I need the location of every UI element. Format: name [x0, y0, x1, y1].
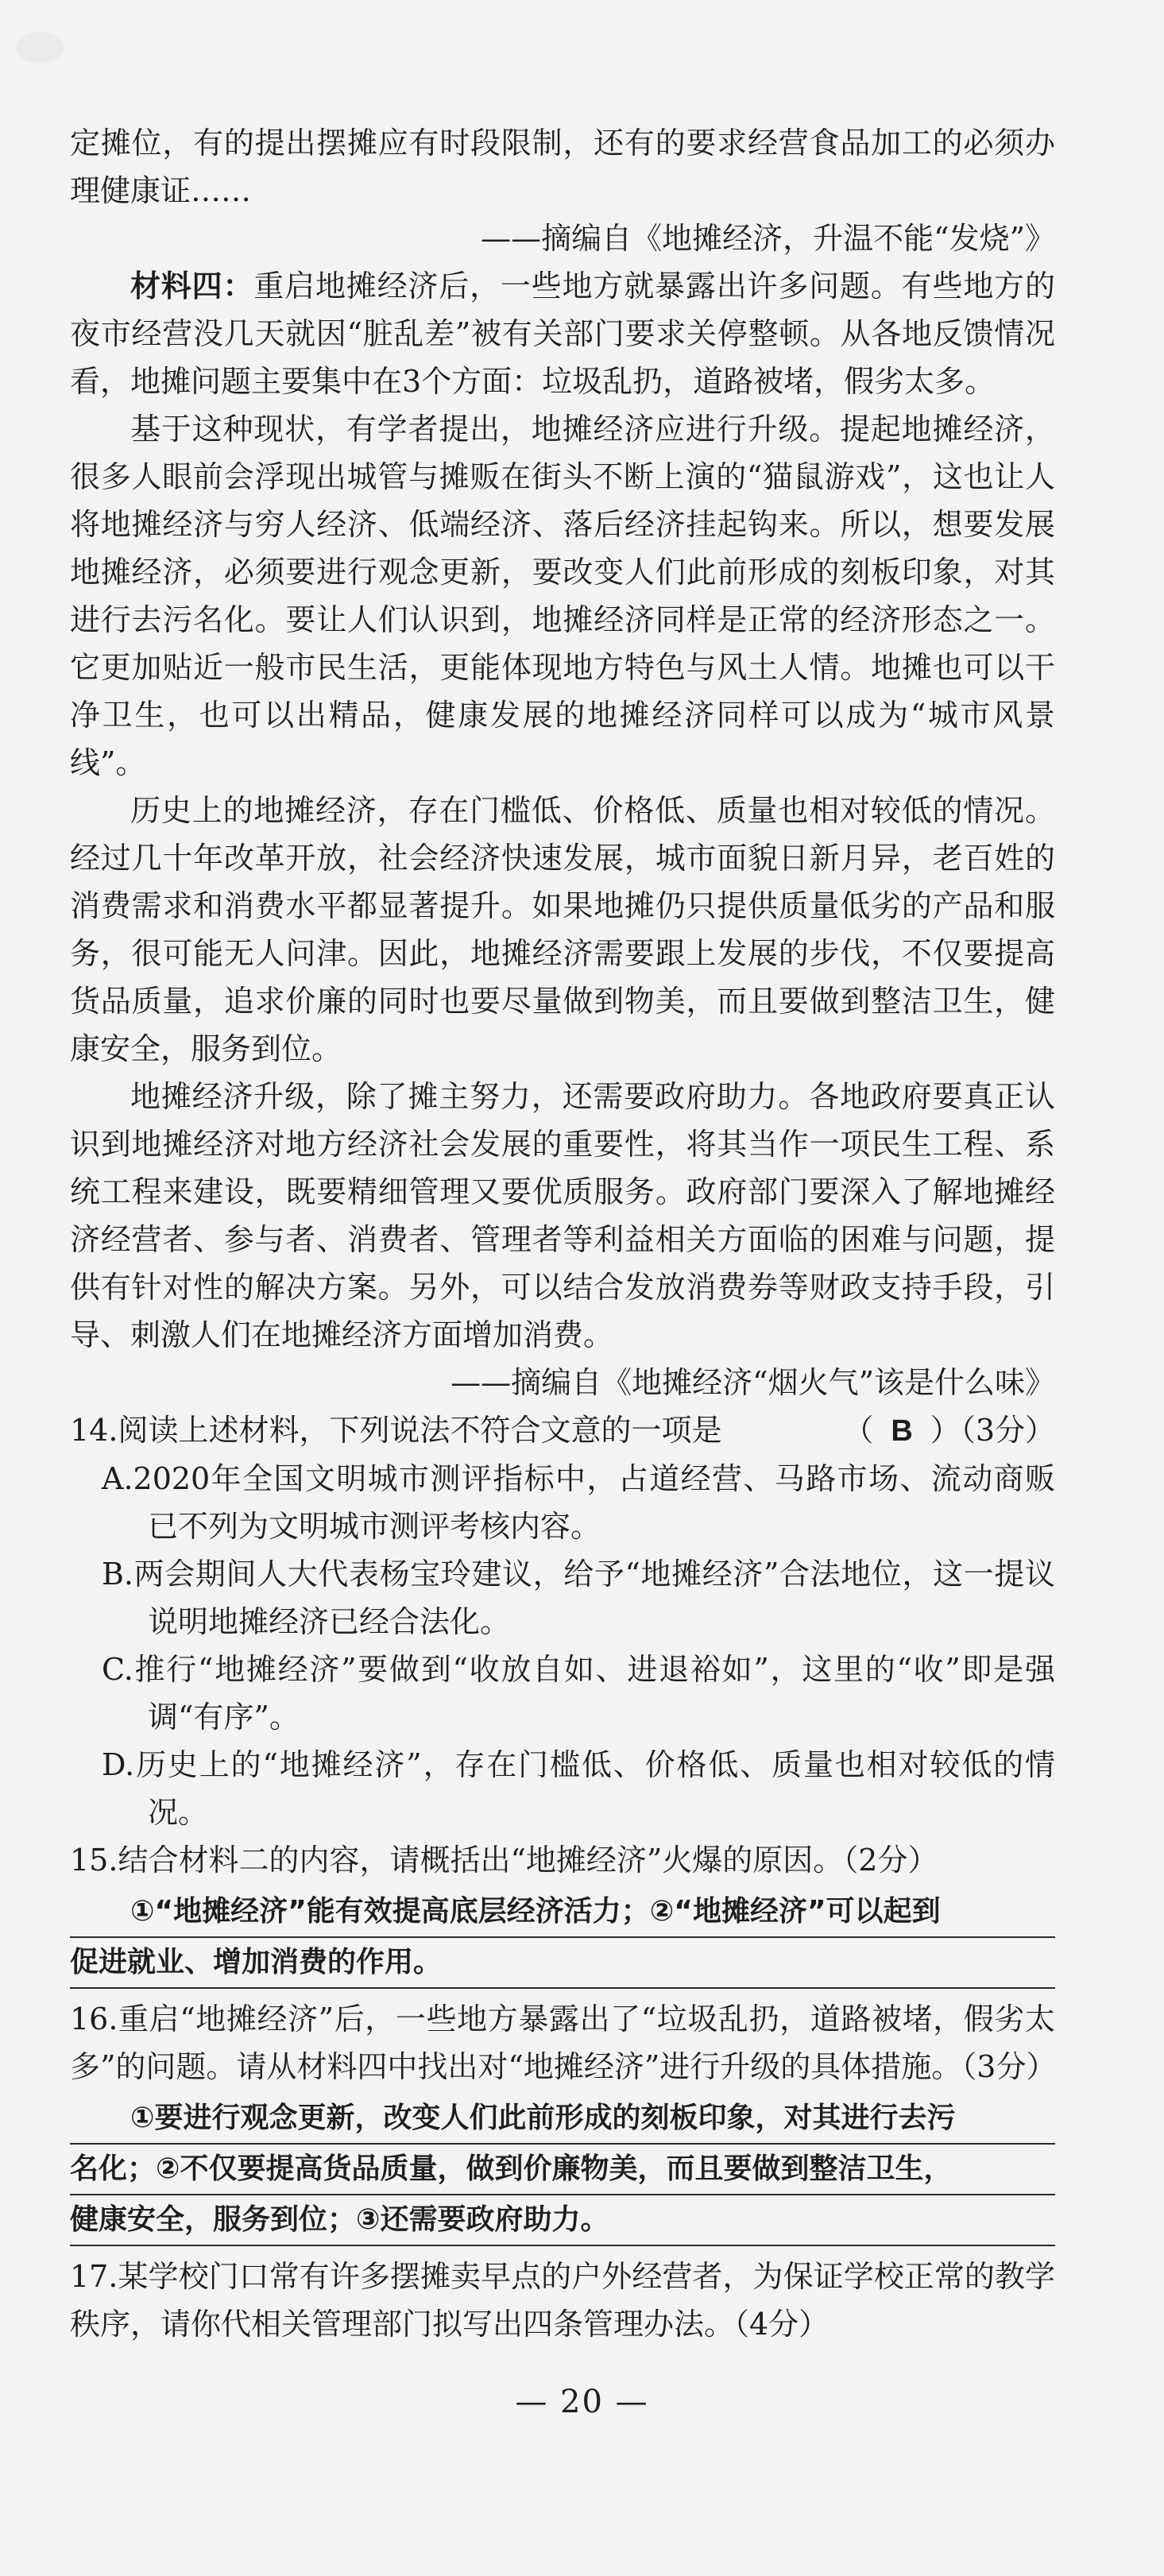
material4-paragraph-4: 地摊经济升级，除了摊主努力，还需要政府助力。各地政府要真正认识到地摊经济对地方经济社会发展的重要性，将其当作一项民生工程、系统工程来建设，既要精细管理又要优质服务。政府部门要深入了解地摊经济经营者、参与者、消费者、管理者等利益相关方面临的困难与问题，提供有针对性的解决方案。另外，可以结合发放消费券等财政支持手段，引导、刺激人们在地摊经济方面增加消费。: [70, 1079, 1055, 1352]
page-number: — 20 —: [515, 2384, 649, 2420]
q16-stem-text: 重启“地摊经济”后，一些地方暴露出了“垃圾乱扔，道路被堵，假劣太多”的问题。请从材料四中找出对“地摊经济”进行升级的具体措施。（3分）: [70, 2002, 1057, 2084]
q14-score: （3分）: [960, 1413, 1055, 1448]
material4-source: ——摘编自《地摊经济“烟火气”该是什么味》: [451, 1365, 1055, 1400]
q14-option-a: [102, 1455, 1055, 1550]
q14-paren-open: （: [843, 1413, 874, 1448]
material3-source: ——摘编自《地摊经济，升温不能“发烧”》: [481, 221, 1055, 256]
q16-number: 16.: [70, 2002, 118, 2036]
q14-option-c: [102, 1646, 1055, 1741]
q17-stem-text: 某学校门口常有许多摆摊卖早点的户外经营者，为保证学校正常的教学秩序，请你代相关管理部门拟写出四条管理办法。（4分）: [70, 2259, 1055, 2342]
page-content: [70, 119, 1055, 2348]
option-text: 历史上的“地摊经济”，存在门槛低、价格低、质量也相对较低的情况。: [134, 1747, 1055, 1830]
option-text: 两会期间人大代表杨宝玲建议，给予“地摊经济”合法地位，这一提议说明地摊经济已经合法化。: [133, 1557, 1055, 1639]
option-text: 推行“地摊经济”要做到“收放自如、进退裕如”，这里的“收”即是强调“有序”。: [133, 1652, 1055, 1735]
q16-answer-line-3: 健康安全，服务到位；③还需要政府助力。: [70, 2197, 1055, 2246]
q14-number: 14.: [70, 1413, 118, 1448]
paper-stain: [16, 32, 64, 64]
question-14-stem: [70, 1406, 1055, 1455]
q15-answer: [70, 1889, 1055, 1989]
option-label: D.: [102, 1747, 135, 1782]
question-15-stem: [70, 1836, 1055, 1884]
q15-answer-line-2: 促进就业、增加消费的作用。: [70, 1940, 1055, 1989]
q16-answer: [70, 2095, 1055, 2246]
option-label: A.: [102, 1461, 133, 1496]
option-label: B.: [102, 1557, 134, 1592]
material4-paragraph-3: 历史上的地摊经济，存在门槛低、价格低、质量也相对较低的情况。经过几十年改革开放，社会经济快速发展，城市面貌日新月异，老百姓的消费需求和消费水平都显著提升。如果地摊仍只提供质量低劣的产品和服务，很可能无人问津。因此，地摊经济需要跟上发展的步伐，不仅要提高货品质量，追求价廉的同时也要尽量做到物美，而且要做到整洁卫生，健康安全，服务到位。: [70, 793, 1055, 1066]
q15-number: 15.: [70, 1843, 118, 1878]
question-17-stem: [70, 2253, 1055, 2348]
q14-stem-text: 阅读上述材料，下列说法不符合文意的一项是: [118, 1413, 722, 1448]
material4-p1-text: 重启地摊经济后，一些地方就暴露出许多问题。有些地方的夜市经营没几天就因“脏乱差”被有关部门要求关停整顿。从各地反馈情况看，地摊问题主要集中在3个方面：垃圾乱扔，道路被堵，假劣太多。: [70, 269, 1055, 399]
q15-answer-line-1: ①“地摊经济”能有效提高底层经济活力；②“地摊经济”可以起到: [70, 1889, 1055, 1938]
material4-paragraph-2: 基于这种现状，有学者提出，地摊经济应进行升级。提起地摊经济，很多人眼前会浮现出城管与摊贩在街头不断上演的“猫鼠游戏”，这也让人将地摊经济与穷人经济、低端经济、落后经济挂起钩来。所以，想要发展地摊经济，必须要进行观念更新，要改变人们此前形成的刻板印象，对其进行去污名化。要让人们认识到，地摊经济同样是正常的经济形态之一。它更加贴近一般市民生活，更能体现地方特色与风土人情。地摊也可以干净卫生，也可以出精品，健康发展的地摊经济同样可以成为“城市风景线”。: [70, 412, 1055, 780]
option-text: 2020年全国文明城市测评指标中，占道经营、马路市场、流动商贩已不列为文明城市测评考核内容。: [133, 1461, 1055, 1544]
option-label: C.: [102, 1652, 133, 1687]
q16-answer-line-2: 名化；②不仅要提高货品质量，做到价廉物美，而且要做到整洁卫生，: [70, 2146, 1055, 2195]
q15-stem-text: 结合材料二的内容，请概括出“地摊经济”火爆的原因。（2分）: [118, 1843, 938, 1878]
q14-paren-close: ）: [930, 1413, 961, 1448]
material4-label: 材料四：: [130, 268, 254, 304]
q14-option-b: [102, 1550, 1055, 1646]
q14-option-d: [102, 1741, 1055, 1836]
q16-answer-line-1: ①要进行观念更新，改变人们此前形成的刻板印象，对其进行去污: [70, 2095, 1055, 2145]
question-16-stem: [70, 1995, 1055, 2091]
q14-answer: B: [891, 1414, 913, 1448]
q14-answer-area: [843, 1406, 1055, 1455]
material3-tail-paragraph: 定摊位，有的提出摆摊应有时段限制，还有的要求经营食品加工的必须办理健康证……: [70, 126, 1055, 208]
material4-paragraph-1: [70, 262, 1055, 405]
q17-number: 17.: [70, 2259, 118, 2294]
